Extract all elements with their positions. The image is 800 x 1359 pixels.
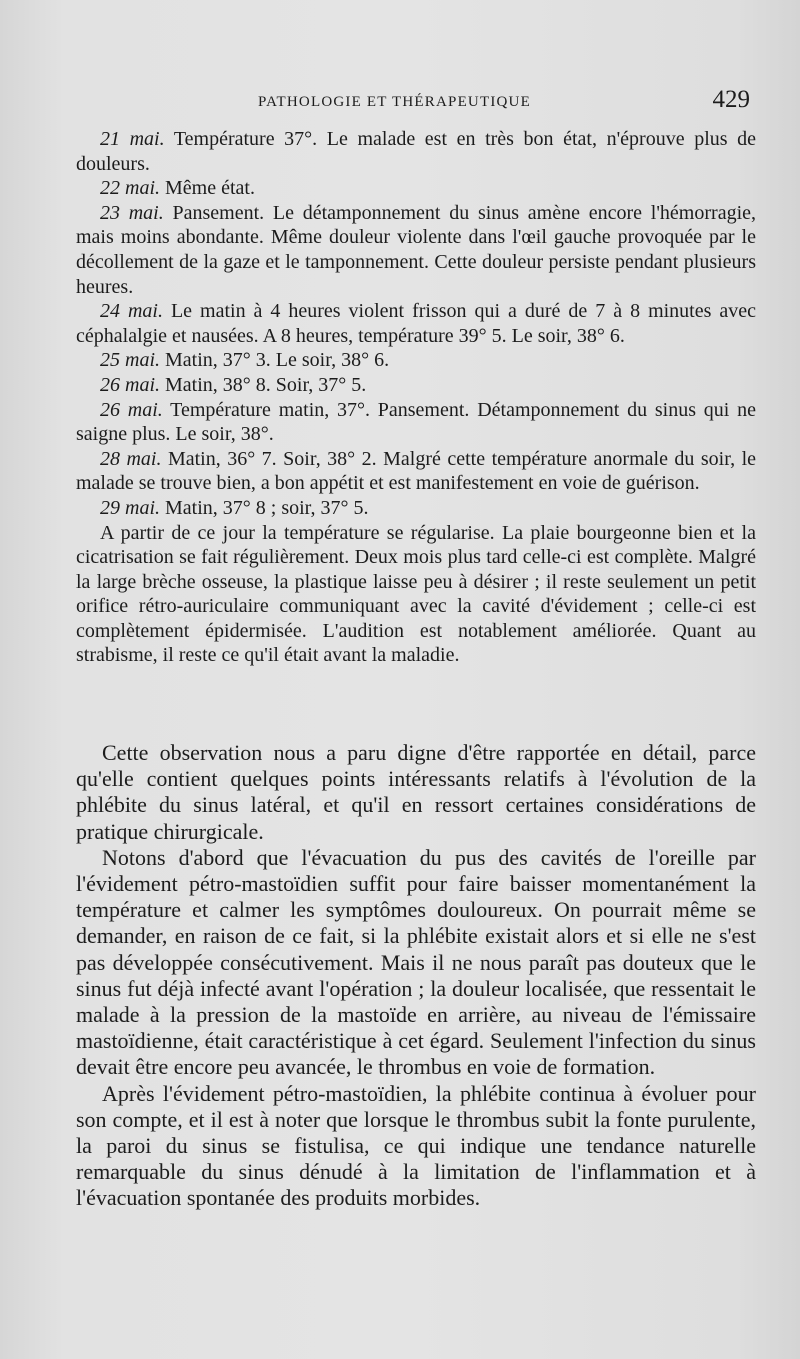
body-paragraph: Cette observation nous a paru digne d'être rapportée en détail, parce qu'elle contient quelques points intéressants relatifs à l'évolution de la phlébite du sinus latéral, et qu'il en ressort certaines considérations de pratique chirurgicale. <box>76 740 756 844</box>
page-header <box>76 86 756 120</box>
entry-date: 26 mai. <box>100 398 163 421</box>
log-entry <box>76 447 756 496</box>
log-entry <box>76 496 756 521</box>
log-entry <box>76 348 756 373</box>
log-entry <box>76 398 756 447</box>
entry-text: Température matin, 37°. Pansement. Détamponnement du sinus qui ne saigne plus. Le soir, 38°. <box>76 398 756 446</box>
entry-date: 29 mai. <box>100 496 160 519</box>
entry-date: 24 mai. <box>100 300 163 323</box>
entry-date: 23 mai. <box>100 201 164 224</box>
entry-text: Température 37°. Le malade est en très bon état, n'éprouve plus de douleurs. <box>76 128 756 175</box>
body-paragraph: Après l'évidement pétro-mastoïdien, la phlébite continua à évoluer pour son compte, et il est à noter que lorsque le thrombus subit la fonte purulente, la paroi du sinus se fistulisa, ce qui indique une tendance naturelle remarquable du sinus dénudé à la limitation de l'inflammation et à l'évacuation spontanée des produits morbides. <box>76 1080 756 1211</box>
entry-date: 21 mai. <box>100 128 165 150</box>
entry-text: Matin, 37° 3. Le soir, 38° 6. <box>160 349 390 372</box>
discussion <box>76 740 756 1212</box>
entry-date: 25 mai. <box>100 349 160 372</box>
entry-date: 28 mai. <box>100 447 162 470</box>
log-entry <box>76 127 756 176</box>
entry-text: Matin, 36° 7. Soir, 38° 2. Malgré cette température anormale du soir, le malade se trouve bien, a bon appétit et est manifestement en voie de guérison. <box>76 447 757 495</box>
entry-date: 22 mai. <box>100 177 160 200</box>
entry-text: Matin, 37° 8 ; soir, 37° 5. <box>160 496 369 519</box>
entry-date: 26 mai. <box>100 373 160 396</box>
entry-text: Même état. <box>160 177 255 200</box>
outcome-paragraph: A partir de ce jour la température se régularise. La plaie bourgeonne bien et la cicatrisation se fait régulièrement. Deux mois plus tard celle-ci est complète. Malgré la large brèche osseuse, la plastique laisse peu à désirer ; il reste seulement un petit orifice rétro-auriculaire communiquant avec la cavité d'évidement ; celle-ci est complètement épidermisée. L'audition est notablement améliorée. Quant au strabisme, il reste ce qu'il était avant la maladie. <box>76 521 756 667</box>
running-head: PATHOLOGIE ET THÉRAPEUTIQUE <box>258 94 531 110</box>
observation-log <box>76 127 756 668</box>
page-number: 429 <box>712 86 750 113</box>
body-paragraph: Notons d'abord que l'évacuation du pus des cavités de l'oreille par l'évidement pétro-mastoïdien suffit pour faire baisser momentanément la température et calmer les symptômes douloureux. On pourrait même se demander, en raison de ce fait, si la phlébite existait alors et si elle ne s'est pas développée consécutivement. Mais il ne nous paraît pas douteux que le sinus fut déjà infecté avant l'opération ; la douleur localisée, que ressentait le malade à la pression de la mastoïde en arrière, au niveau de l'émissaire mastoïdienne, était caractéristique à cet égard. Seulement l'infection du sinus devait être encore peu avancée, le thrombus en voie de formation. <box>76 844 756 1080</box>
log-entry <box>76 299 756 348</box>
entry-text: Matin, 38° 8. Soir, 37° 5. <box>160 373 367 396</box>
log-entry <box>76 373 756 398</box>
entry-text: Pansement. Le détamponnement du sinus amène encore l'hémorragie, mais moins abondante. Même douleur violente dans l'œil gauche provoquée par le décollement de la gaze et le tamponnement. Cette douleur persiste pendant plusieurs heures. <box>76 201 756 298</box>
log-entry <box>76 176 756 201</box>
entry-text: Le matin à 4 heures violent frisson qui a duré de 7 à 8 minutes avec céphalalgie et nausées. A 8 heures, température 39° 5. Le soir, 38° 6. <box>76 300 757 347</box>
log-entry <box>76 201 756 299</box>
